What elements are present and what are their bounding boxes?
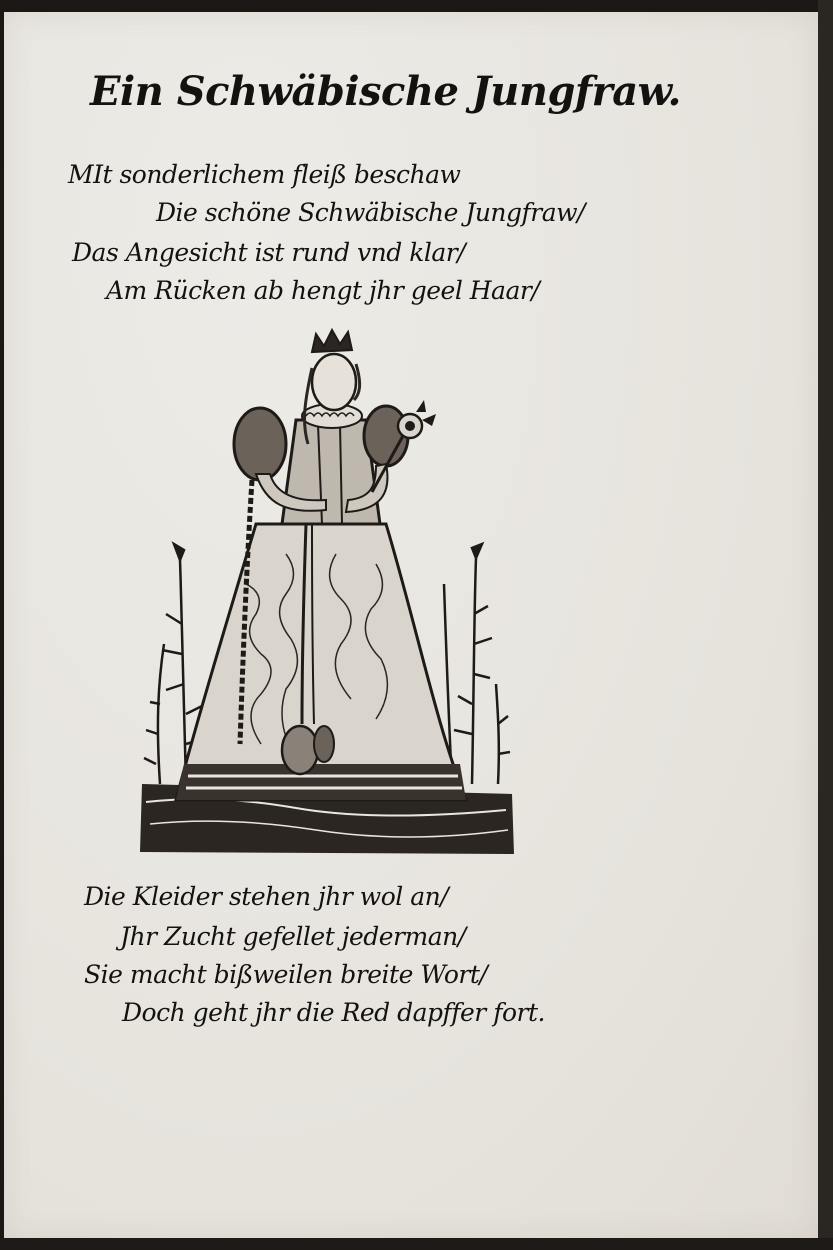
verse-line: Am Rücken ab hengt jhr geel Haar/ [106,276,540,305]
woodcut-illustration [136,324,518,856]
verse-line: Die Kleider stehen jhr wol an/ [84,882,449,911]
pouch [282,726,318,774]
verse-line: Das Angesicht ist rund vnd klar/ [72,238,466,267]
page-title: Ein Schwäbische Jungfraw. [90,68,681,115]
head [312,354,356,410]
crown [312,330,352,352]
verse-line: Sie macht bißweilen breite Wort/ [84,960,488,989]
verse-line: MIt sonderlichem fleiß beschaw [68,160,461,189]
book-page [4,12,818,1238]
verse-line: Doch geht jhr die Red dapffer fort. [122,998,545,1027]
page-edge-bottom [0,1238,833,1250]
right-plant [444,544,510,784]
verse-line: Jhr Zucht gefellet jederman/ [120,922,466,951]
verse-line: Die schöne Schwäbische Jungfraw/ [156,198,585,227]
left-sleeve [234,408,286,480]
page-edge-right [818,0,833,1250]
